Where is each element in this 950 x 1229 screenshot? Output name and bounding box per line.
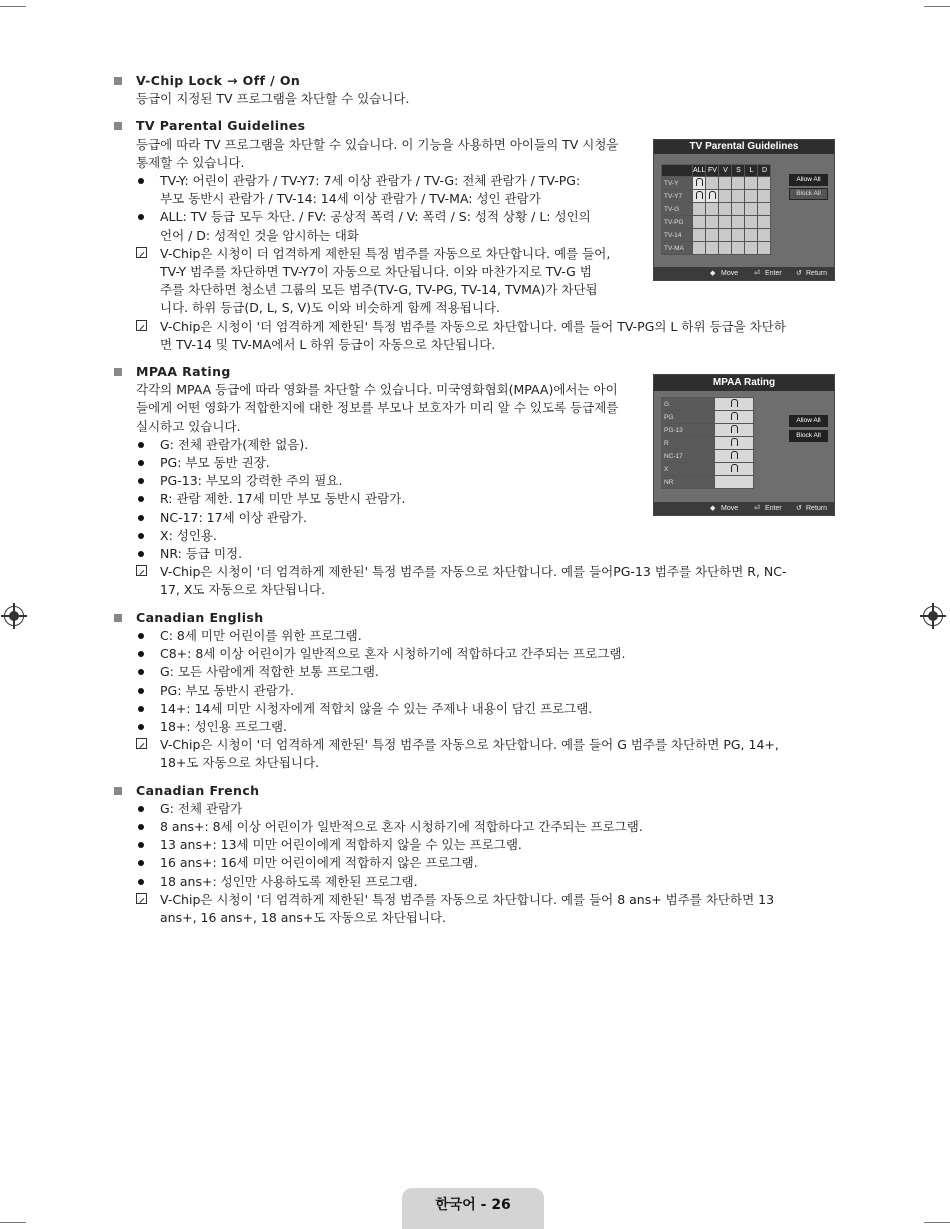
text-line: 들에게 어떤 영화가 적합한지에 대한 정보를 부모나 보호자가 미리 알 수 있도록 등급제를: [136, 400, 619, 416]
text-line: 언어 / D: 성적인 것을 암시하는 대화: [160, 227, 359, 243]
text-line: V-Chip은 시청이 '더 엄격하게 제한된' 특정 범주를 자동으로 차단합니다. 예를 들어 TV-PG의 L 하위 등급을 차단하: [160, 318, 786, 334]
text-line: ans+, 16 ans+, 18 ans+도 자동으로 차단됩니다.: [160, 909, 447, 925]
row-label: TV-Y7: [662, 190, 693, 203]
rating-cell[interactable]: [706, 229, 719, 242]
registration-mark-icon: [923, 606, 943, 626]
text-line: TV-Y 범주를 차단하면 TV-Y7이 자동으로 차단됩니다. 이와 마찬가지로 TV-G 범: [160, 264, 592, 280]
rating-cell[interactable]: [719, 203, 732, 216]
rating-cell[interactable]: [758, 177, 771, 190]
rating-cell[interactable]: [732, 190, 745, 203]
text-line: TV-Y: 어린이 관람가 / TV-Y7: 7세 이상 관람가 / TV-G: 전체 관람가 / TV-PG:: [160, 173, 581, 189]
screen-footer: [654, 502, 834, 515]
list-item: NR: 등급 미정.: [112, 545, 832, 563]
text-line: 면 TV-14 및 TV-MA에서 L 하위 등급이 자동으로 차단됩니다.: [160, 336, 496, 352]
text-line: 등급에 따라 TV 프로그램을 차단할 수 있습니다. 이 기능을 사용하면 아이들의 TV 시청을: [136, 136, 619, 152]
row-label: TV-14: [662, 229, 693, 242]
col-header: FV: [706, 165, 719, 177]
allow-all-button[interactable]: Allow All: [789, 174, 828, 186]
vchip-lock-text: 등급이 지정된 TV 프로그램을 차단할 수 있습니다.: [136, 91, 410, 107]
note-icon: [136, 565, 147, 576]
section-heading-vchip-lock: V-Chip Lock → Off / On: [112, 72, 832, 90]
rating-cell-locked[interactable]: [693, 177, 706, 190]
move-label: Move: [721, 270, 739, 277]
section-heading-canadian-french: Canadian French: [112, 782, 832, 800]
text-line: V-Chip은 시청이 '더 엄격하게 제한된' 특정 범주를 자동으로 차단합니다. 예를 들어PG-13 범주를 차단하면 R, NC-: [160, 564, 787, 580]
move-label: Move: [721, 505, 739, 512]
list-item: G: 전체 관람가(제한 없음).: [112, 436, 832, 454]
note-tv-vchip: [112, 245, 700, 318]
rating-cell[interactable]: [758, 242, 771, 255]
text-line: V-Chip은 시청이 '더 엄격하게 제한된' 특정 범주를 자동으로 차단합니다. 예를 들어 G 범주를 차단하면 PG, 14+,: [160, 737, 779, 753]
text-line: 통제할 수 있습니다.: [136, 154, 245, 170]
text-line: 각각의 MPAA 등급에 따라 영화를 차단할 수 있습니다. 미국영화협회(MPAA)에서는 아이: [136, 382, 618, 398]
block-all-button[interactable]: Block All: [789, 430, 828, 442]
mpaa-rating-grid: [661, 397, 754, 489]
enter-icon: ⏎: [754, 270, 760, 277]
list-item: 8 ans+: 8세 이상 어린이가 일반적으로 혼자 시청하기에 적합하다고 간주되는 프로그램.: [112, 818, 832, 836]
list-item: 16 ans+: 16세 미만 어린이에게 적합하지 않은 프로그램.: [112, 854, 832, 872]
tv-parental-screen: [653, 139, 835, 281]
lock-icon: [731, 451, 738, 459]
block-all-button[interactable]: Block All: [789, 188, 828, 200]
rating-cell-locked[interactable]: [706, 190, 719, 203]
list-item: PG: 부모 동반시 관람가.: [112, 682, 832, 700]
return-label: Return: [806, 505, 828, 512]
rating-cell[interactable]: [719, 177, 732, 190]
list-item: 18+: 성인용 프로그램.: [112, 718, 832, 736]
mpaa-rating-screen: [653, 374, 835, 516]
note-icon: [136, 738, 147, 749]
rating-cell[interactable]: [745, 190, 758, 203]
list-item: NC-17: 17세 이상 관람가.: [112, 509, 832, 527]
note-tv-subrating: [112, 318, 832, 354]
text-line: 주를 차단하면 청소년 그룹의 모든 범주(TV-G, TV-PG, TV-14, TVMA)가 차단됩: [160, 282, 598, 298]
col-header: V: [719, 165, 732, 177]
rating-cell[interactable]: [732, 203, 745, 216]
rating-cell-locked[interactable]: [693, 190, 706, 203]
rating-cell[interactable]: [745, 229, 758, 242]
row-label: PG: [662, 411, 715, 424]
row-label: NR: [662, 476, 715, 489]
return-icon: ↺: [796, 270, 802, 277]
lock-icon: [696, 178, 703, 186]
rating-cell[interactable]: [693, 203, 706, 216]
return-label: Return: [806, 270, 828, 277]
text-line: ALL: TV 등급 모두 차단. / FV: 공상적 폭력 / V: 폭력 / S: 성적 상황 / L: 성인의: [160, 209, 591, 225]
text-line: V-Chip은 시청이 '더 엄격하게 제한된' 특정 범주를 자동으로 차단합니다. 예를 들어 8 ans+ 범주를 차단하면 13: [160, 891, 775, 907]
enter-label: Enter: [765, 505, 782, 512]
rating-cell[interactable]: [745, 242, 758, 255]
rating-cell[interactable]: [745, 216, 758, 229]
registration-mark-icon: [4, 606, 24, 626]
lock-icon: [709, 191, 716, 199]
lock-icon: [731, 399, 738, 407]
list-item: 18 ans+: 성인만 사용하도록 제한된 프로그램.: [112, 873, 832, 891]
col-header: L: [745, 165, 758, 177]
tv-parental-screen-title: TV Parental Guidelines: [654, 140, 834, 154]
row-label: TV-Y: [662, 177, 693, 190]
bullet-subratings: [112, 208, 700, 244]
rating-cell-locked[interactable]: [715, 437, 754, 450]
row-label: NC-17: [662, 450, 715, 463]
section-heading-tv-parental: TV Parental Guidelines: [112, 117, 832, 135]
note-mpaa-vchip: [112, 563, 832, 599]
enter-icon: ⏎: [754, 505, 760, 512]
rating-cell[interactable]: [745, 177, 758, 190]
enter-label: Enter: [765, 270, 782, 277]
rating-cell[interactable]: [758, 190, 771, 203]
note-icon: [136, 893, 147, 904]
text-line: 니다. 하위 등급(D, L, S, V)도 이와 비슷하게 함께 적용됩니다.: [160, 300, 500, 316]
tv-rating-grid: [661, 164, 771, 255]
crop-mark: [0, 1222, 26, 1223]
rating-cell[interactable]: [745, 203, 758, 216]
col-header: D: [758, 165, 771, 177]
rating-cell[interactable]: [732, 229, 745, 242]
move-icon: ◆: [710, 270, 716, 277]
rating-cell[interactable]: [706, 242, 719, 255]
text-line: 17, X도 자동으로 차단됩니다.: [160, 582, 326, 598]
return-icon: ↺: [796, 505, 802, 512]
row-label: TV-MA: [662, 242, 693, 255]
text-line: 실시하고 있습니다.: [136, 418, 241, 434]
col-header: S: [732, 165, 745, 177]
screen-footer: [654, 267, 834, 280]
note-canadian-english-vchip: [112, 736, 832, 772]
move-icon: ◆: [710, 505, 716, 512]
rating-cell[interactable]: [693, 216, 706, 229]
allow-all-button[interactable]: Allow All: [789, 415, 828, 427]
section-heading-mpaa: MPAA Rating: [112, 363, 832, 381]
text-line: 18+도 자동으로 차단됩니다.: [160, 755, 320, 771]
rating-cell[interactable]: [706, 203, 719, 216]
row-label: TV-G: [662, 203, 693, 216]
rating-cell[interactable]: [693, 242, 706, 255]
lock-icon: [731, 412, 738, 420]
mpaa-intro: [112, 381, 676, 436]
section-heading-canadian-english: Canadian English: [112, 609, 832, 627]
crop-mark: [924, 6, 950, 7]
crop-mark: [0, 6, 26, 7]
rating-cell[interactable]: [732, 216, 745, 229]
row-label: R: [662, 437, 715, 450]
rating-cell[interactable]: [719, 216, 732, 229]
list-item: R: 관람 제한. 17세 미만 부모 동반시 관람가.: [112, 490, 832, 508]
list-item: X: 성인용.: [112, 527, 832, 545]
row-label: TV-PG: [662, 216, 693, 229]
rating-cell[interactable]: [706, 216, 719, 229]
list-item: 14+: 14세 미만 시청자에게 적합치 않을 수 있는 주제나 내용이 담긴 프로그램.: [112, 700, 832, 718]
rating-cell[interactable]: [693, 229, 706, 242]
rating-cell-locked[interactable]: [715, 463, 754, 476]
rating-cell[interactable]: [732, 177, 745, 190]
lock-icon: [731, 425, 738, 433]
row-label: X: [662, 463, 715, 476]
text-line: V-Chip은 시청이 더 엄격하게 제한된 특정 범주를 자동으로 차단합니다. 예를 들어,: [160, 245, 611, 261]
page-number: 한국어 - 26: [402, 1188, 544, 1229]
note-canadian-french-vchip: [112, 891, 832, 927]
grid-corner: [662, 165, 693, 177]
row-label: PG-13: [662, 424, 715, 437]
list-item: C8+: 8세 이상 어린이가 일반적으로 혼자 시청하기에 적합하다고 간주되는 프로그램.: [112, 645, 832, 663]
list-item: G: 전체 관람가: [112, 800, 832, 818]
list-item: 13 ans+: 13세 미만 어린이에게 적합하지 않을 수 있는 프로그램.: [112, 836, 832, 854]
text-line: 부모 동반시 관람가 / TV-14: 14세 이상 관람가 / TV-MA: 성인 관람가: [160, 191, 541, 207]
rating-cell[interactable]: [758, 216, 771, 229]
rating-cell-locked[interactable]: [715, 398, 754, 411]
list-item: PG-13: 부모의 강력한 주의 필요.: [112, 472, 832, 490]
rating-cell-locked[interactable]: [715, 450, 754, 463]
bullet-tv-ratings: [112, 172, 700, 208]
rating-cell[interactable]: [715, 476, 754, 489]
mpaa-screen-title: MPAA Rating: [654, 375, 834, 391]
tv-parental-intro: [112, 136, 676, 172]
list-item: C: 8세 미만 어린이를 위한 프로그램.: [112, 627, 832, 645]
rating-cell[interactable]: [719, 242, 732, 255]
note-icon: [136, 247, 147, 258]
list-item: G: 모든 사람에게 적합한 보통 프로그램.: [112, 663, 832, 681]
col-header: ALL: [693, 165, 706, 177]
rating-cell-locked[interactable]: [715, 411, 754, 424]
list-item: PG: 부모 동반 권장.: [112, 454, 832, 472]
lock-icon: [731, 438, 738, 446]
note-icon: [136, 320, 147, 331]
crop-mark: [924, 1222, 950, 1223]
row-label: G: [662, 398, 715, 411]
rating-cell[interactable]: [719, 190, 732, 203]
rating-cell[interactable]: [758, 229, 771, 242]
rating-cell[interactable]: [758, 203, 771, 216]
lock-icon: [696, 191, 703, 199]
rating-cell-locked[interactable]: [715, 424, 754, 437]
rating-cell[interactable]: [706, 177, 719, 190]
lock-icon: [731, 464, 738, 472]
rating-cell[interactable]: [719, 229, 732, 242]
rating-cell[interactable]: [732, 242, 745, 255]
